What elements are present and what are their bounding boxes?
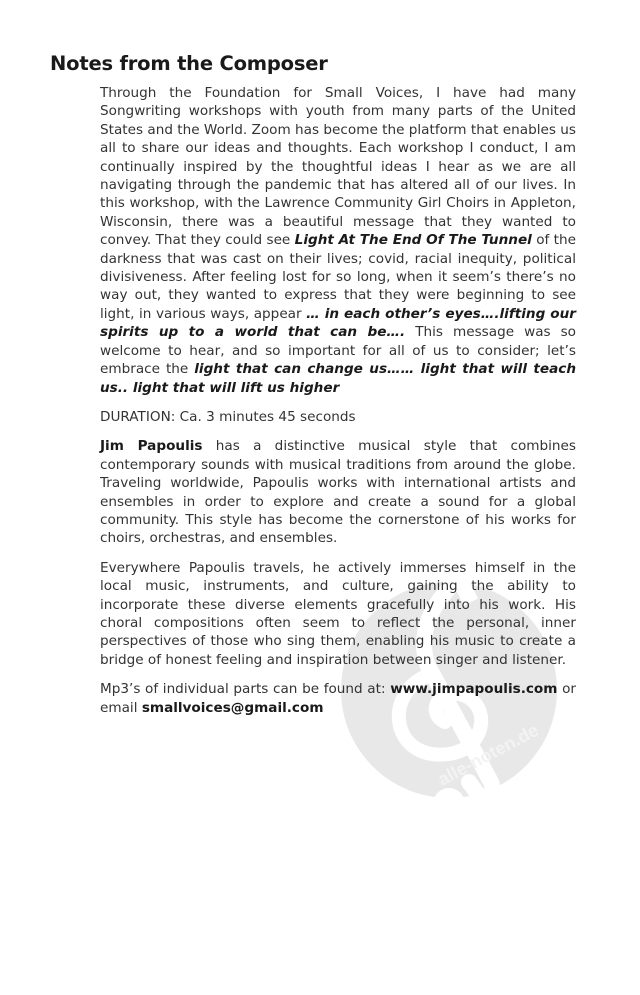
intro-emphasis-light: light that can change us…… light that will teach us.. light that will lift us higher — [100, 361, 576, 396]
bio-paragraph-2: Everywhere Papoulis travels, he actively immerses himself in the local music, instruments, and culture, gaining the ability to incorporate these diverse elements gracefully into his work. His choral compositions often seem to reflect the personal, inner perspectives of those who sing them, enabling his music to create a bridge of honest feeling and inspiration between singer and listener. — [100, 559, 576, 668]
notes-body — [100, 84, 576, 728]
intro-text-2: of the darkness that was cast on their lives; covid, racial inequity, political divisiveness. After feeling lost for so long, when it seem’s there’s no way out, they wanted to express that they were beginning to see light, in various ways, appear — [100, 232, 576, 322]
bio-text-1: has a distinctive musical style that combines contemporary sounds with musical traditions from around the globe. Traveling worldwide, Papoulis works with international artists and ensembles in order to explore and create a sound for a global community. This style has become the cornerstone of his works for choirs, orchestras, and ensembles. — [100, 438, 576, 547]
intro-text-3: This message was so welcome to hear, and so important for all of us to consider; let’s embrace the — [100, 324, 577, 378]
contact-paragraph — [100, 680, 576, 717]
email-link[interactable]: smallvoices@gmail.com — [141, 699, 324, 716]
intro-emphasis-title: Light At The End Of The Tunnel — [294, 232, 532, 249]
website-link[interactable]: www.jimpapoulis.com — [390, 681, 558, 698]
intro-text-1: Through the Foundation for Small Voices, I have had many Songwriting workshops with youth from many parts of the United States and the World. Zoom has become the platform that enables us all to share our ideas and thoughts. Each workshop I conduct, I am continually inspired by the thoughtful ideas I hear as we are all navigating through the pandemic that has altered all of our lives. In this workshop, with the Lawrence Community Girl Choirs in Appleton, Wisconsin, there was a beautiful message that they wanted to convey. That they could see — [100, 85, 576, 249]
contact-middle: or email — [100, 681, 576, 716]
page-title: Notes from the Composer — [50, 52, 328, 75]
composer-name: Jim Papoulis — [100, 438, 203, 455]
bio-paragraph-1 — [100, 437, 576, 547]
contact-prefix: Mp3’s of individual parts can be found at: — [100, 681, 391, 698]
intro-emphasis-eyes: … in each other’s eyes….lifting our spirits up to a world that can be…. — [100, 305, 576, 341]
duration-line: DURATION: Ca. 3 minutes 45 seconds — [100, 408, 356, 425]
intro-paragraph — [100, 84, 576, 397]
watermark-text: alle-noten.de — [434, 719, 542, 790]
